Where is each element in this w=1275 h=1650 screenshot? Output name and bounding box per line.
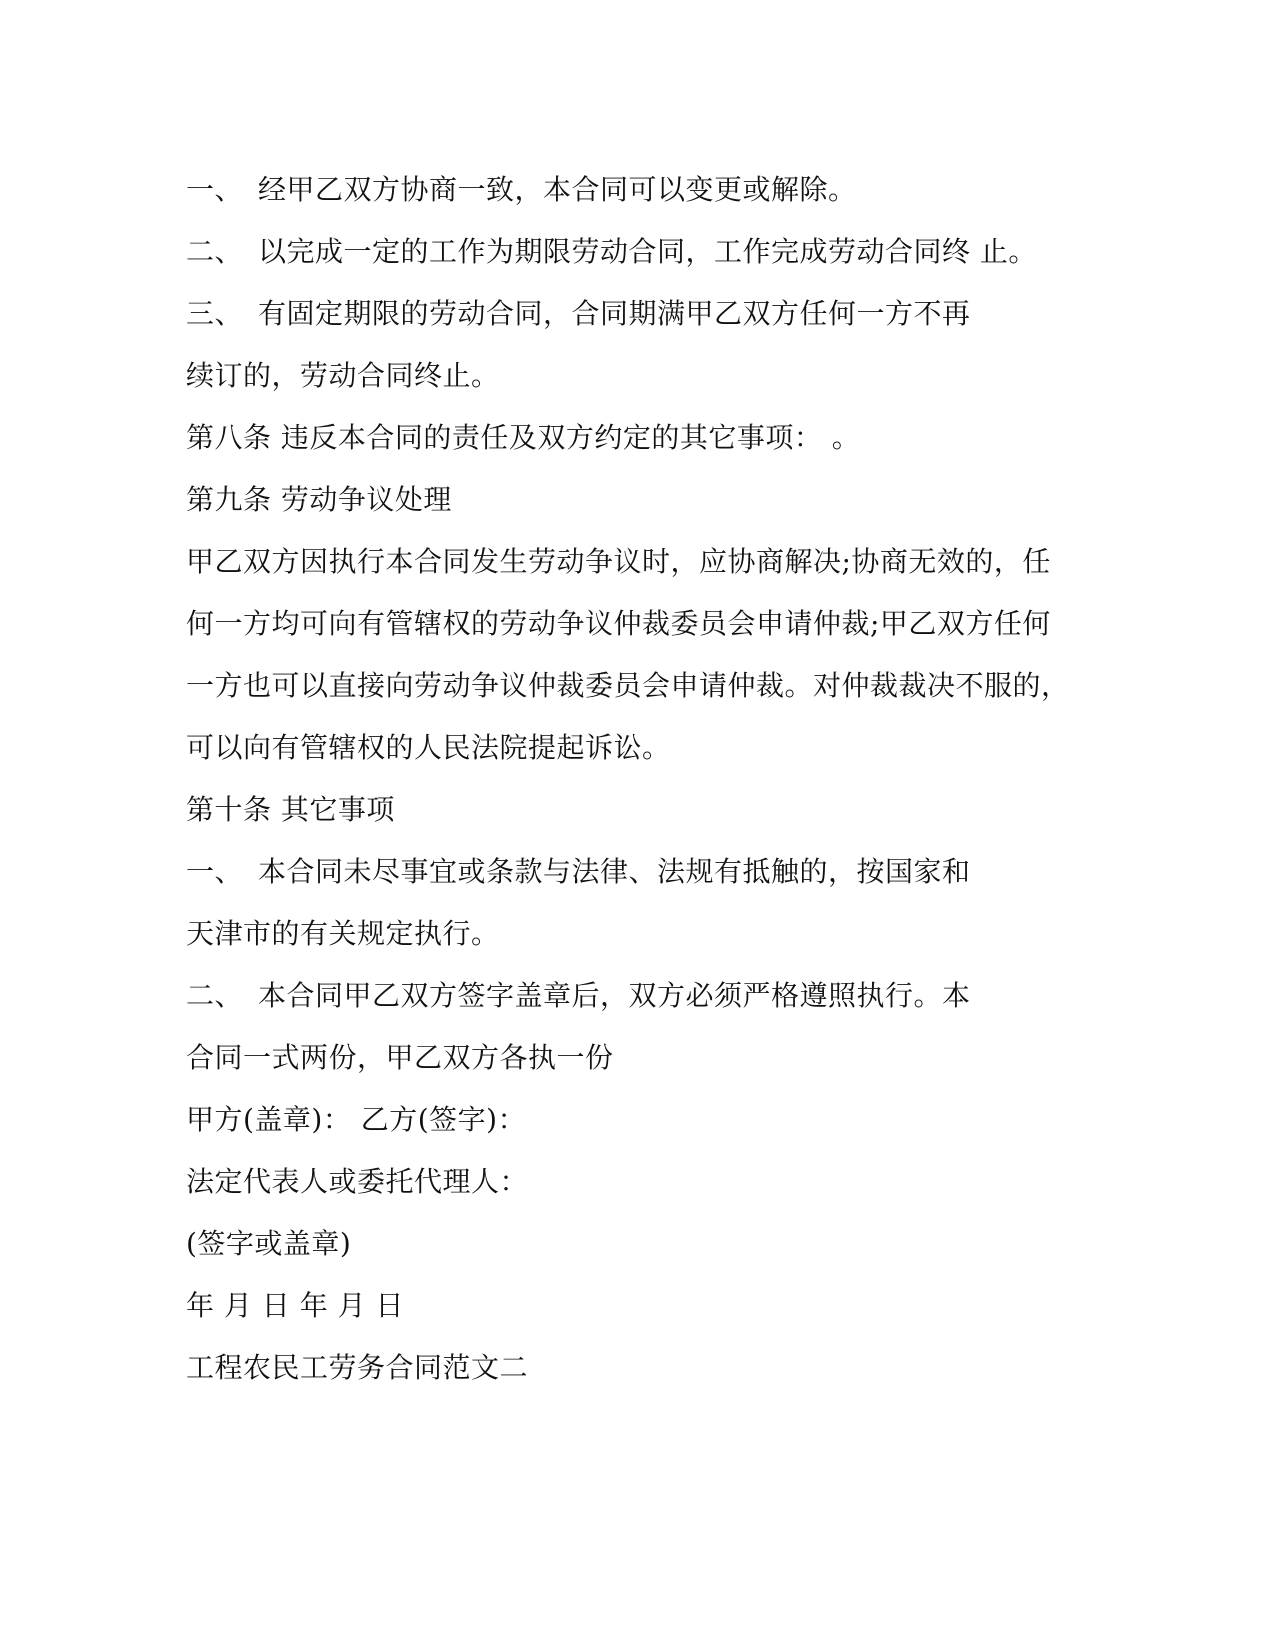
- list-marker: 一、: [186, 855, 244, 888]
- line-text: 合同一式两份，甲乙双方各执一份: [186, 1041, 614, 1074]
- line-text: 一方也可以直接向劳动争议仲裁委员会申请仲裁。对仲裁裁决不服的，: [186, 669, 1070, 702]
- line-text: 本合同甲乙双方签字盖章后，双方必须严格遵照执行。本: [258, 979, 971, 1012]
- clause-1-line: [186, 162, 1086, 224]
- line-text: 第十条 其它事项: [186, 793, 395, 826]
- article-10-heading: [186, 782, 1086, 844]
- list-marker: 二、: [186, 235, 244, 268]
- clause-2-line: [186, 224, 1086, 286]
- signature-parties-line: [186, 1092, 1086, 1154]
- list-marker: 一、: [186, 173, 244, 206]
- signature-note-line: [186, 1216, 1086, 1278]
- next-section-title: [186, 1340, 1086, 1402]
- line-text: 甲方(盖章)： 乙方(签字)：: [186, 1103, 527, 1136]
- clause-3-continuation: [186, 348, 1086, 410]
- clause-3-line: [186, 286, 1086, 348]
- clause-10-1-line: [186, 844, 1086, 906]
- paragraph-line: [186, 596, 1086, 658]
- line-text: 可以向有管辖权的人民法院提起诉讼。: [186, 731, 671, 764]
- clause-10-1-continuation: [186, 906, 1086, 968]
- clause-10-2-line: [186, 968, 1086, 1030]
- line-text: 第九条 劳动争议处理: [186, 483, 452, 516]
- line-text: 天津市的有关规定执行。: [186, 917, 500, 950]
- line-text: 法定代表人或委托代理人：: [186, 1165, 529, 1198]
- legal-representative-line: [186, 1154, 1086, 1216]
- line-text: 续订的，劳动合同终止。: [186, 359, 500, 392]
- paragraph-line: [186, 534, 1086, 596]
- paragraph-line: [186, 658, 1086, 720]
- list-marker: 三、: [186, 297, 244, 330]
- line-text: 甲乙双方因执行本合同发生劳动争议时，应协商解决;协商无效的，任: [186, 545, 1051, 578]
- line-text: 工程农民工劳务合同范文二: [186, 1351, 529, 1384]
- paragraph-line: [186, 720, 1086, 782]
- line-text: 经甲乙双方协商一致，本合同可以变更或解除。: [258, 173, 857, 206]
- line-text: (签字或盖章): [186, 1227, 352, 1260]
- line-text: 以完成一定的工作为期限劳动合同，工作完成劳动合同终 止。: [258, 235, 1037, 268]
- document-body: [186, 162, 1086, 1402]
- list-marker: 二、: [186, 979, 244, 1012]
- line-text: 第八条 违反本合同的责任及双方约定的其它事项： 。: [186, 421, 861, 454]
- line-text: 本合同未尽事宜或条款与法律、法规有抵触的，按国家和: [258, 855, 971, 888]
- line-text: 何一方均可向有管辖权的劳动争议仲裁委员会申请仲裁;甲乙双方任何: [186, 607, 1051, 640]
- line-text: 有固定期限的劳动合同，合同期满甲乙双方任何一方不再: [258, 297, 971, 330]
- clause-10-2-continuation: [186, 1030, 1086, 1092]
- line-text: 年 月 日 年 月 日: [186, 1289, 405, 1322]
- article-8-heading: [186, 410, 1086, 472]
- date-line: [186, 1278, 1086, 1340]
- article-9-heading: [186, 472, 1086, 534]
